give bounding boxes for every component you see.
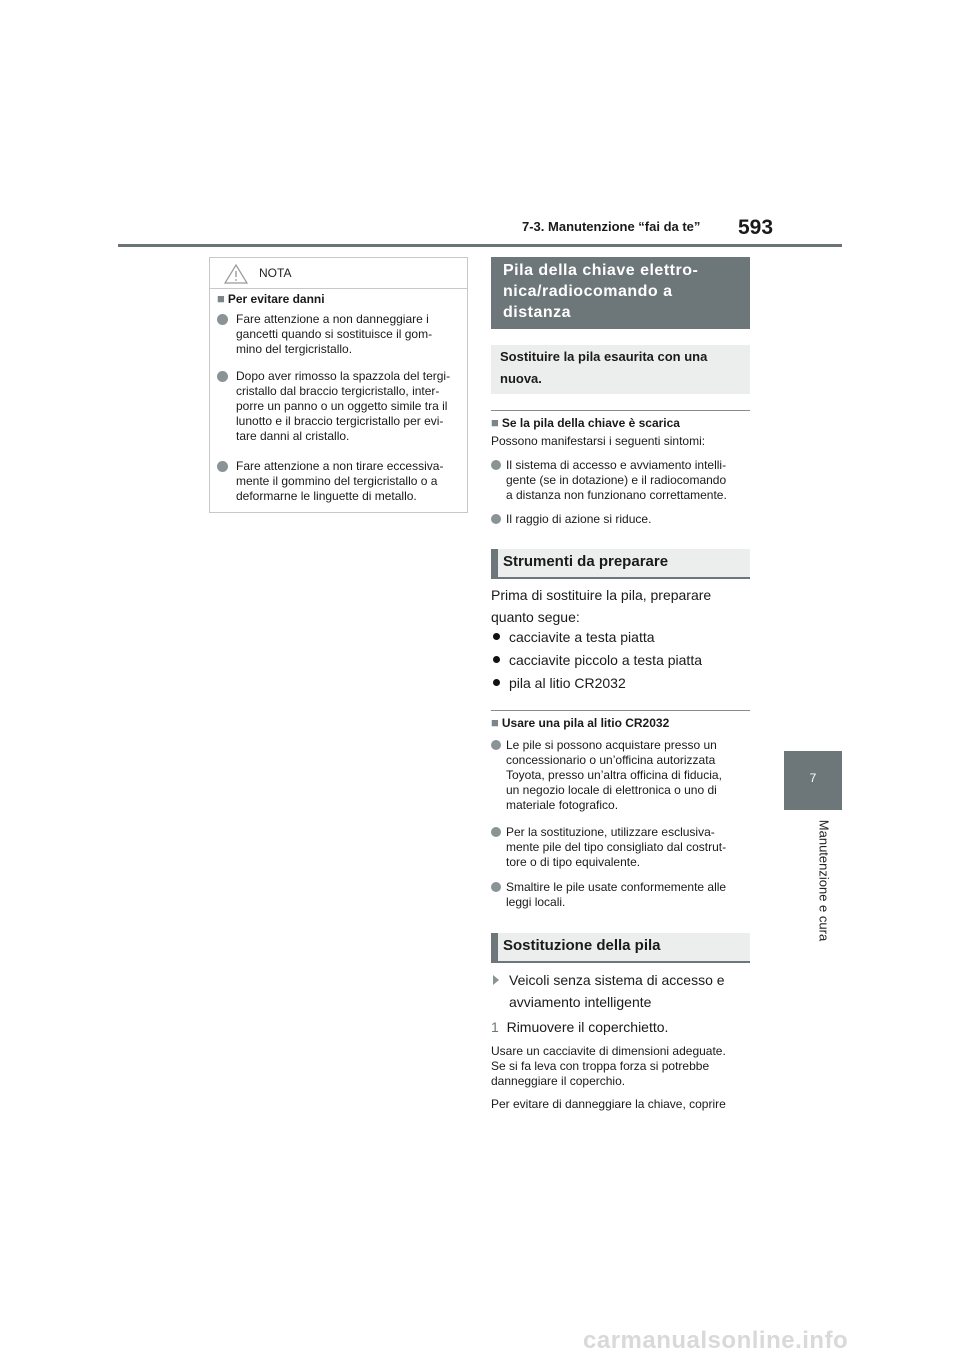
bullet-dot-icon [491,460,501,470]
bullet-dot-icon [491,740,501,750]
nota-item [217,312,462,357]
title-line: distanza [503,304,572,321]
header-rule [118,244,842,247]
nota-header [210,258,467,289]
item-text: pila al litio CR2032 [509,675,626,691]
scarica-intro: Possono manifestarsi i seguenti sintomi: [491,434,706,448]
svg-text:carmanualsonline.info: carmanualsonline.info [583,1327,849,1354]
nota-item-line: mente il gommino del tergicristallo o a [236,474,438,488]
vehicle-line: avviamento intelligente [509,994,652,1010]
vehicle-line: Veicoli senza sistema di accesso e [509,972,725,988]
item-line: leggi locali. [506,895,566,909]
item-text: cacciavite piccolo a testa piatta [509,652,702,668]
nota-item-line: mino del tergicristallo. [236,342,353,356]
item-line: Per la sostituzione, utilizzare esclusiva- [506,825,715,839]
cr2032-item [491,825,750,870]
item-line: gente (se in dotazione) e il radiocomando [506,473,727,487]
nota-heading [217,291,462,307]
step-text: Rimuovere il coperchietto. [506,1019,669,1035]
section-title: 7-3. Manutenzione “fai da te” [522,219,701,234]
square-bullet-icon: ■ [491,715,499,730]
item-line: Toyota, presso un’altra officina di fiducia, [506,768,722,782]
item-line: a distanza non funzionano correttamente. [506,488,727,502]
strumenti-item [491,650,750,670]
nota-heading-text: Per evitare danni [227,292,325,306]
nota-item-line: cristallo dal braccio tergicristallo, inter- [236,384,440,398]
warning-icon [224,264,248,284]
scarica-item [491,512,750,527]
nota-label: NOTA [259,266,292,280]
chapter-number: 7 [809,771,817,785]
item-text: cacciavite a testa piatta [509,629,655,645]
square-bullet-icon: ■ [217,291,225,306]
bullet-dot-icon [491,882,501,892]
watermark-logo [583,1326,953,1354]
title-line: nica/radiocomando a [503,283,673,300]
cr2032-item [491,880,750,910]
pila-summary-box [491,345,750,394]
triangle-bullet-icon [493,975,499,985]
scarica-heading [491,415,750,430]
cr2032-item [491,738,750,813]
bullet-dot-icon [217,371,228,382]
bullet-dot-icon [491,514,501,524]
bullet-dot-icon [491,827,501,837]
note-line: Se si fa leva con troppa forza si potrebbe [491,1059,710,1073]
step-number: 1 [491,1019,499,1035]
summary-line: nuova. [500,371,542,386]
item-line: Le pile si possono acquistare presso un [506,738,717,752]
nota-item-line: deformarne le linguette di metallo. [236,489,417,503]
strumenti-heading: Strumenti da preparare [491,549,750,579]
strumenti-item [491,673,750,693]
nota-item-line: Fare attenzione a non danneggiare i [236,312,429,326]
pila-section-title [491,257,750,329]
item-line: Il raggio di azione si riduce. [506,512,652,526]
bullet-dot-icon [493,633,500,640]
square-bullet-icon: ■ [491,415,499,430]
bullet-dot-icon [217,461,228,472]
nota-item [217,459,462,504]
divider [491,410,750,411]
nota-item-line: Fare attenzione a non tirare eccessiva- [236,459,444,473]
note-line: Per evitare di danneggiare la chiave, coprire [491,1097,726,1111]
nota-item-line: porre un panno o un oggetto simile tra il [236,399,448,413]
intro-line: Prima di sostituire la pila, preparare [491,587,712,603]
summary-line: Sostituire la pila esaurita con una [500,349,708,364]
nota-item-line: Dopo aver rimosso la spazzola del tergi- [236,369,451,383]
bullet-dot-icon [493,656,500,663]
cr2032-heading-text: Usare una pila al litio CR2032 [501,716,670,730]
item-line: mente pile del tipo consigliato dal costrut- [506,840,727,854]
item-line: Smaltire le pile usate conformemente alle [506,880,727,894]
chapter-tab [784,751,842,810]
chapter-label: Manutenzione e cura [816,819,832,942]
sostituzione-heading: Sostituzione della pila [491,933,750,963]
nota-item-line: gancetti quando si sostituisce il gom- [236,327,433,341]
nota-box [209,257,468,513]
nota-item [217,369,462,444]
nota-item-line: tare danni al cristallo. [236,429,350,443]
bullet-dot-icon [217,314,228,325]
item-line: un negozio locale di elettronica o uno di [506,783,717,797]
scarica-heading-text: Se la pila della chiave è scarica [501,416,680,430]
item-line: materiale fotografico. [506,798,619,812]
nota-item-line: lunotto e il braccio tergicristallo per evi- [236,414,444,428]
cr2032-heading [491,715,750,730]
vehicle-type [491,969,750,1013]
bullet-dot-icon [493,679,500,686]
item-line: concessionario o un’officina autorizzata [506,753,716,767]
item-line: Il sistema di accesso e avviamento intelli- [506,458,727,472]
page-number: 593 [738,216,774,239]
item-line: tore o di tipo equivalente. [506,855,641,869]
note-line: Usare un cacciavite di dimensioni adeguate. [491,1044,726,1058]
intro-line: quanto segue: [491,609,580,625]
title-line: Pila della chiave elettro- [503,262,699,279]
strumenti-intro [491,584,750,628]
divider [491,710,750,711]
step-1 [491,1016,750,1038]
step-note [491,1097,750,1112]
note-line: danneggiare il coperchio. [491,1074,626,1088]
step-note [491,1044,750,1089]
scarica-item [491,458,750,503]
strumenti-item [491,627,750,647]
